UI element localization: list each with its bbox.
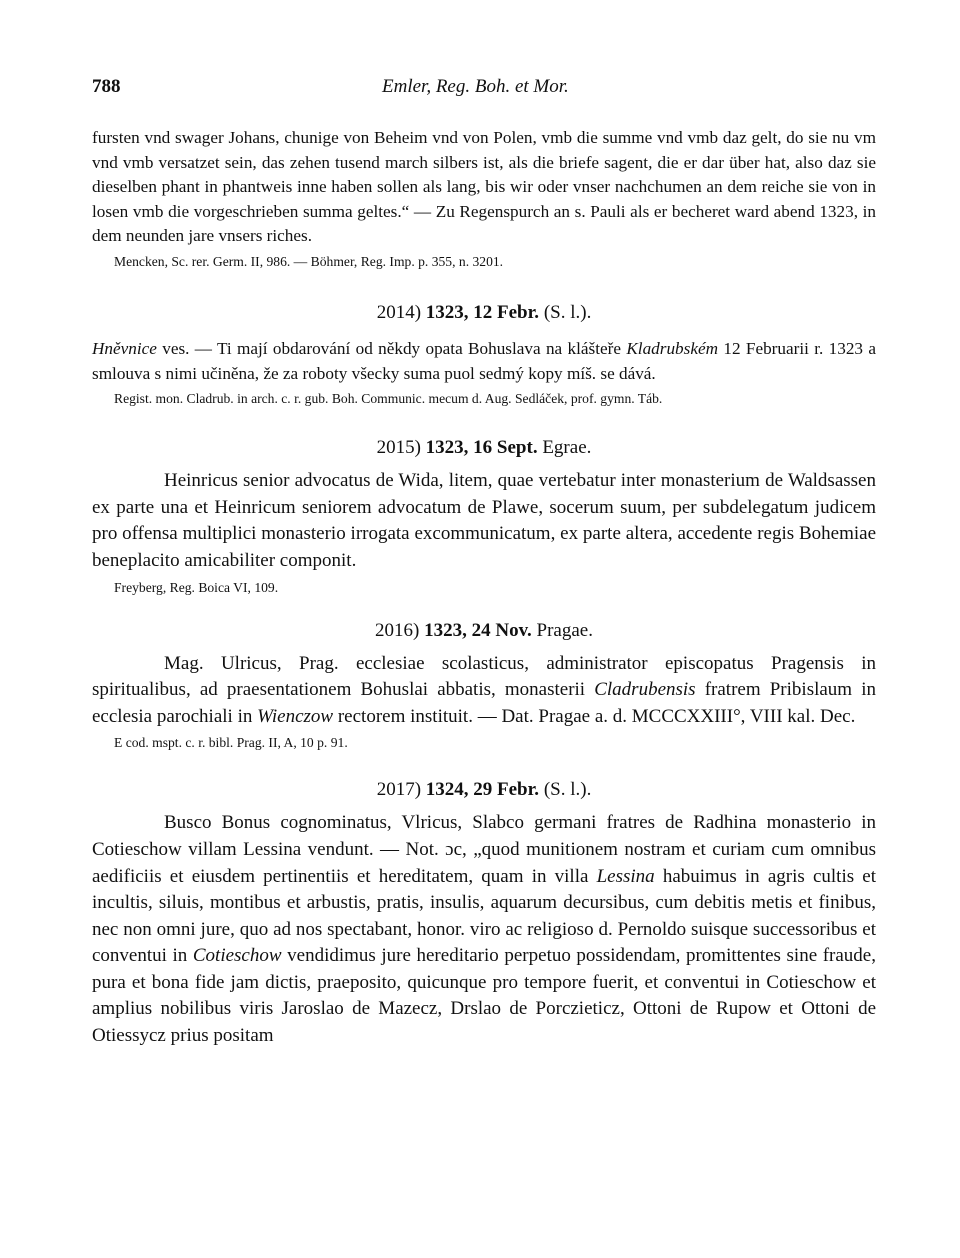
entry-number: 2016) (375, 619, 420, 641)
entry-month: Sept. (496, 437, 538, 459)
entry-source-2016: E cod. mspt. c. r. bibl. Prag. II, A, 10 p. 91. (114, 735, 348, 751)
entry-place: Pragae. (536, 619, 593, 641)
entry-number: 2015) (376, 437, 421, 459)
entry-month: Febr. (497, 301, 540, 323)
entry-year: 1323, (425, 301, 469, 323)
entry-day: 12 (473, 301, 493, 323)
entry-text-2014 (92, 337, 876, 386)
entry-year: 1323, (424, 619, 467, 641)
continuation-source: Mencken, Sc. rer. Germ. II, 986. — Böhmer, Reg. Imp. p. 355, n. 3201. (114, 253, 504, 269)
entry-text-italic: Cotieschow (192, 945, 282, 967)
entry-text-italic: Wienczow (257, 705, 334, 727)
entry-heading-2016 (92, 619, 876, 643)
entry-year: 1323, (425, 437, 469, 459)
entry-heading-2017 (92, 778, 876, 802)
entry-source-2014: Regist. mon. Cladrub. in arch. c. r. gub. Boh. Communic. mecum d. Aug. Sedláček, prof. gymn. Táb. (114, 391, 663, 407)
entry-text-part: habuimus in agris cultis et incultis, siluis, montibus et arbustis, pratis, insulis, aquarum decursibus, cum debitis metis et finibus, nec non omni jure, quo ad nos spectabant, honor. viro ac religioso d. Pernoldo suisque successoribus et conventui in (92, 865, 876, 967)
running-title: Emler, Reg. Boh. et Mor. (382, 76, 569, 97)
entry-source-2015: Freyberg, Reg. Boica VI, 109. (114, 579, 279, 595)
entry-number: 2017) (376, 779, 422, 801)
entry-year: 1324, (425, 779, 469, 801)
entry-month: Nov. (495, 619, 532, 641)
entry-text-italic: Hněvnice (92, 338, 157, 358)
entry-text-part: vendidimus jure hereditario perpetuo possidendam, promittentes sine fraude, pura et bona fide jam dictis, praeposito, quicunque pro tempore fuerit, et conventui in Cotieschow et amplius nobilibus viris Jaroslao de Mazecz, Drslao de Porczieticz, Ottoni de Rupow et Ottoni de Otiessycz prius positam (92, 945, 876, 1047)
entry-text-italic: Cladrubensis (594, 679, 696, 701)
entry-day: 24 (471, 619, 491, 641)
entry-text-part: rectorem instituit. — Dat. Pragae a. d. MCCCXXIII°, VIII kal. Dec. (333, 705, 856, 727)
entry-place: Egrae. (542, 437, 592, 459)
entry-text-part: Mag. Ulricus, Prag. ecclesiae scolasticus, administrator episcopatus Pragensis in spiritualibus, ad praesentationem Bohuslai abbatis, monasterii (92, 652, 876, 701)
entry-day: 16 (473, 437, 493, 459)
entry-text-part: 12 Februarii r. 1323 a smlouva s nimi učiněna, že za roboty všecky suma puol sedmý kopy míš. se dává. (92, 338, 877, 383)
continuation-text: fursten vnd swager Johans, chunige von Beheim vnd von Polen, vmb die summe vnd vmb daz gelt, do sie nu vm vnd vmb versatzet sein, das zehen tusend march silbers ist, als die briefe sagent, die er dar über hat, also daz sie dieselben phant in phantweis inne haben sollen als lang, bis wir oder vnser nachchumen an dem reiche sie von in losen vmb die vorgeschrieben summa geltes.“ — Zu Regenspurch an s. Pauli als er becheret ward abend 1323, in dem neunden jare vnsers riches. (92, 128, 876, 246)
entry-place: (S. l.). (543, 779, 592, 801)
page-number: 788 (92, 76, 121, 97)
entry-heading-2015 (92, 436, 876, 460)
entry-text-2016 (92, 651, 876, 731)
entry-text-italic: Lessina (596, 865, 655, 887)
entry-month: Febr. (497, 779, 540, 801)
entry-text-2015: Heinricus senior advocatus de Wida, litem, quae vertebatur inter monasterium de Waldsassen ex parte una et Heinricum seniorem advocatum de Plawe, socerum suum, per subdelegatum judicem pro offensa multiplici monasterio irrogata excommunicatum, ex parte altera, accedente regis Bohemiae beneplacito amicabiliter componit. (92, 470, 876, 571)
running-head (92, 74, 876, 102)
entry-place: (S. l.). (543, 301, 592, 323)
entry-text-2017 (92, 810, 876, 1049)
entry-text-part: Busco Bonus cognominatus, Vlricus, Slabco germani fratres de Radhina monasterio in Cotieschow villam Lessina vendunt. — Not. ɔc, „quod munitionem nostram et curiam cum omnibus aedificiis et eiusdem pertinentiis et hereditatem, quam in villa (92, 812, 876, 887)
entry-number: 2014) (376, 301, 422, 323)
entry-text-italic: Kladrubském (626, 338, 718, 358)
entry-heading-2014 (92, 301, 876, 325)
entry-day: 29 (473, 779, 493, 801)
entry-text-part: fratrem Pribislaum in ecclesia parochiali in (92, 679, 876, 727)
document-page (92, 74, 876, 1050)
entry-text-part: ves. — Ti mají obdarování od někdy opata Bohuslava na klášteře (156, 338, 627, 358)
